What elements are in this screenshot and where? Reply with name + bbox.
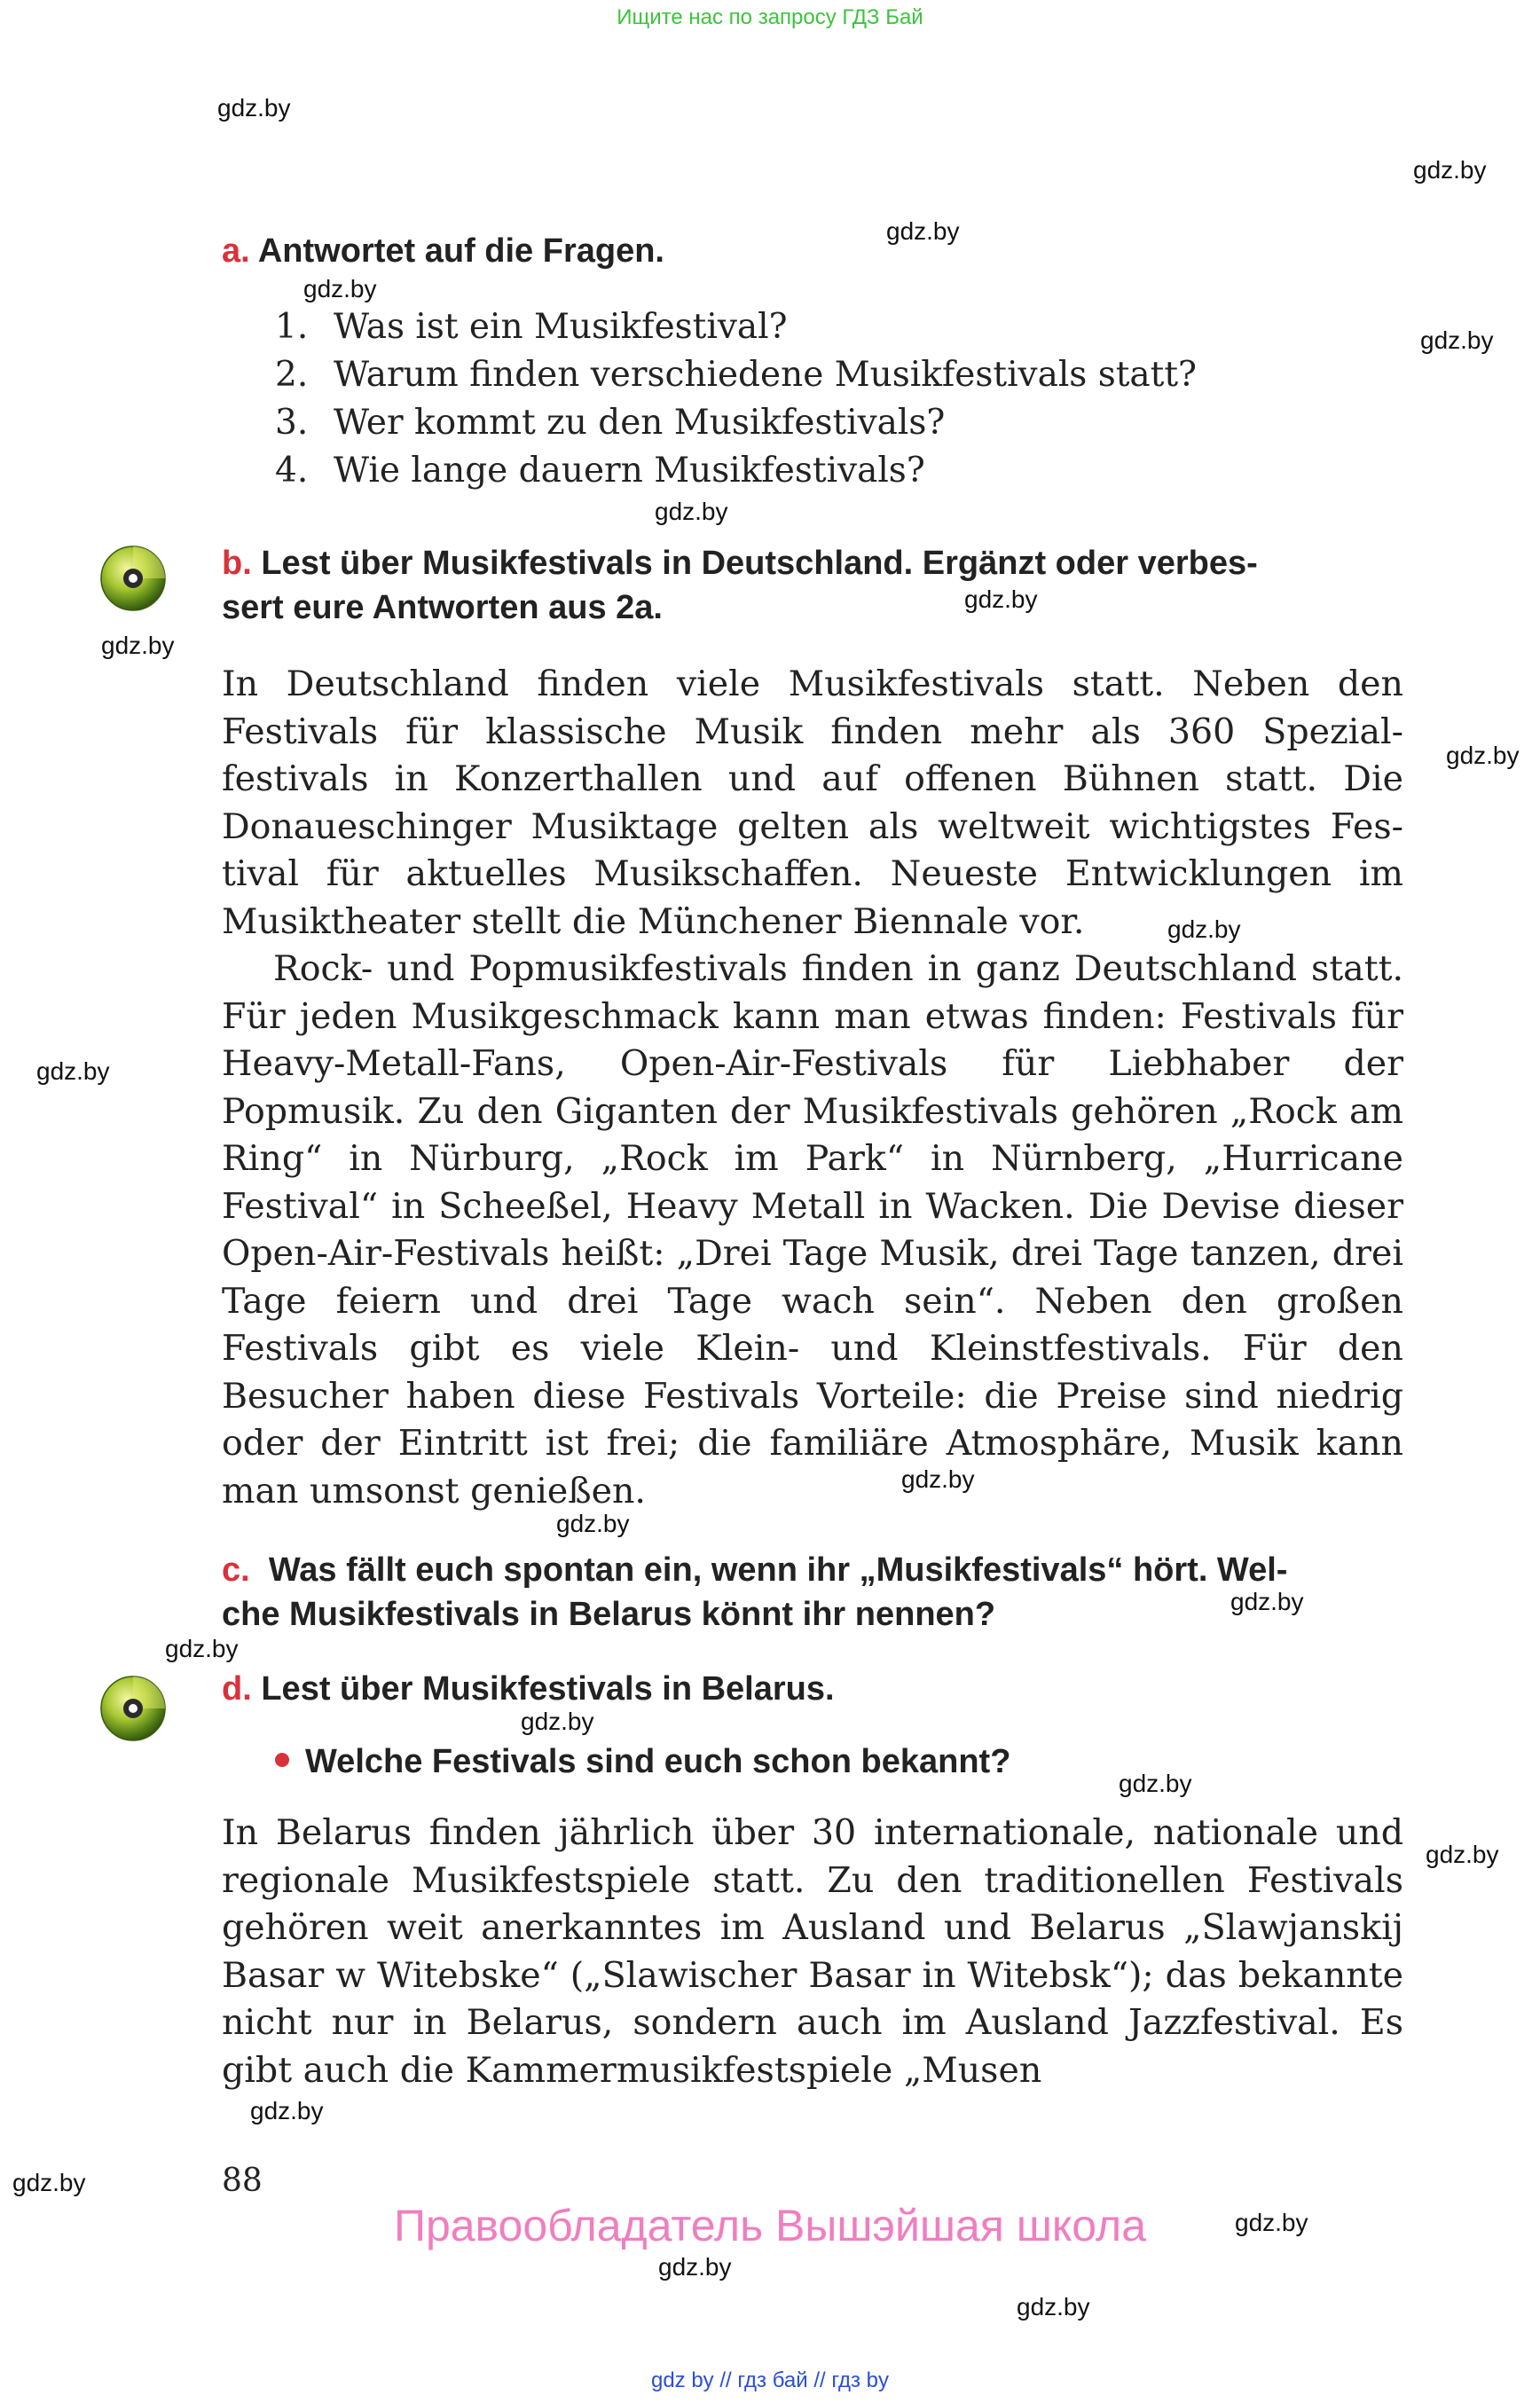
task-letter: a. (222, 232, 250, 270)
watermark: gdz.by (521, 1708, 594, 1735)
page-number: 88 (222, 2163, 263, 2199)
watermark: gdz.by (1235, 2209, 1308, 2236)
bullet-item (275, 1743, 1010, 1781)
question-number: 1. (275, 307, 309, 347)
task-d-heading (222, 1667, 835, 1711)
question-text: Warum finden verschiedene Musikfestivals statt? (334, 355, 1197, 395)
paragraph: In Deutschland finden viele Musikfestivals statt. Neben den Festivals für klassische Musik finden mehr als 360 Spezialfestivals in Konzerthallen und auf offenen Bühnen statt. Die Donaueschinger Musiktage gelten als weltweit wichtigstes Festival für aktuelles Musikschaffen. Neueste Entwicklungen im Musiktheater stellt die Münchener Biennale vor. (222, 664, 1403, 942)
watermark: gdz.by (658, 2253, 732, 2281)
watermark: gdz.by (303, 275, 377, 302)
task-c-heading (222, 1548, 1410, 1637)
watermark: gdz.by (101, 632, 175, 659)
task-text-line: che Musikfestivals in Belarus könnt ihr nennen? (222, 1596, 996, 1633)
watermark: gdz.by (12, 2169, 86, 2196)
list-item (275, 447, 1197, 495)
bottom-links[interactable]: gdz by // гдз бай // гдз by (650, 2368, 890, 2392)
watermark: gdz.by (1167, 915, 1241, 943)
watermark: gdz.by (1420, 326, 1494, 354)
bullet-dot-icon (275, 1753, 289, 1767)
watermark: gdz.by (1426, 1841, 1499, 1868)
question-text: Was ist ein Musikfestival? (334, 307, 788, 347)
question-number: 4. (275, 451, 309, 491)
question-list (275, 303, 1197, 495)
watermark: gdz.by (1413, 156, 1487, 184)
watermark: gdz.by (36, 1057, 110, 1085)
task-text-line: sert eure Antworten aus 2a. (222, 589, 663, 626)
bullet-text: Welche Festivals sind euch schon bekannt? (305, 1743, 1011, 1780)
question-number: 2. (275, 355, 309, 395)
watermark: gdz.by (165, 1635, 239, 1662)
watermark: gdz.by (1230, 1588, 1304, 1615)
watermark: gdz.by (655, 498, 728, 525)
watermark: gdz.by (964, 585, 1038, 613)
watermark: gdz.by (901, 1465, 975, 1493)
watermark: gdz.by (1119, 1770, 1192, 1797)
task-a-heading (222, 229, 664, 273)
text-germany (222, 661, 1403, 1515)
task-text-line: Lest über Musikfestivals in Deutschland. Ergänzt oder verbes- (261, 545, 1258, 582)
question-text: Wer kommt zu den Musikfestivals? (334, 403, 946, 443)
task-letter: b. (222, 545, 252, 582)
task-text: Lest über Musikfestivals in Belarus. (261, 1670, 835, 1708)
top-banner[interactable]: Ищите нас по запросу ГДЗ Бай (617, 5, 923, 29)
task-text: Antwortet auf die Fragen. (257, 232, 664, 270)
list-item (275, 303, 1197, 351)
copyright-notice: Правообладатель Вышэйшая школа (394, 2201, 1146, 2250)
paragraph: Rock- und Popmusikfestivals finden in ganz Deutschland statt. Für jeden Musikgeschmack kann man etwas finden: Festivals für Heavy-Metall-Fans, Open-Air-Festivals für Liebhaber der Popmusik. Zu den Giganten der Musikfestivals gehören „Rock am Ring“ in Nürburg, „Rock im Park“ in Nürnberg, „Hurricane Festival“ in Scheeßel, Heavy Metall in Wacken. Die Devise dieser Open-Air-Festivals heißt: „Drei Tage Musik, drei Tage tanzen, drei Tage feiern und drei Tage wach sein“. Neben den großen Festivals gibt es viele Klein- und Kleinstfestivals. Für den Besucher haben diese Festivals Vorteile: die Preise sind niedrig oder der Eintritt ist frei; die familiäre Atmosphäre, Musik kann man umsonst genießen. (222, 948, 1403, 1512)
paragraph: In Belarus finden jährlich über 30 internationale, nationale und regionale Musikfestspiele statt. Zu den traditionellen Festivals gehören weit anerkanntes im Ausland und Belarus „Slawjanskij Basar w Witebske“ („Slawischer Basar in Witebsk“); das bekannte nicht nur in Belarus, sondern auch im Ausland Jazzfestival. Es gibt auch die Kammermusikfestspiele „Musen (222, 1812, 1403, 2091)
task-b-heading (222, 541, 1410, 630)
watermark: gdz.by (250, 2097, 324, 2124)
watermark: gdz.by (1017, 2293, 1090, 2321)
list-item (275, 351, 1197, 399)
watermark: gdz.by (1446, 742, 1520, 769)
watermark: gdz.by (556, 1510, 630, 1537)
task-letter: d. (222, 1670, 252, 1708)
task-letter: c. (222, 1551, 250, 1589)
list-item (275, 399, 1197, 447)
audio-cd-icon[interactable] (99, 1675, 167, 1742)
question-text: Wie lange dauern Musikfestivals? (334, 451, 925, 491)
question-number: 3. (275, 403, 309, 443)
watermark: gdz.by (217, 94, 291, 122)
task-text-line: Was fällt euch spontan ein, wenn ihr „Musikfestivals“ hört. Wel- (268, 1551, 1288, 1589)
audio-cd-icon[interactable] (99, 545, 167, 612)
watermark: gdz.by (886, 217, 960, 245)
text-belarus (222, 1810, 1403, 2094)
